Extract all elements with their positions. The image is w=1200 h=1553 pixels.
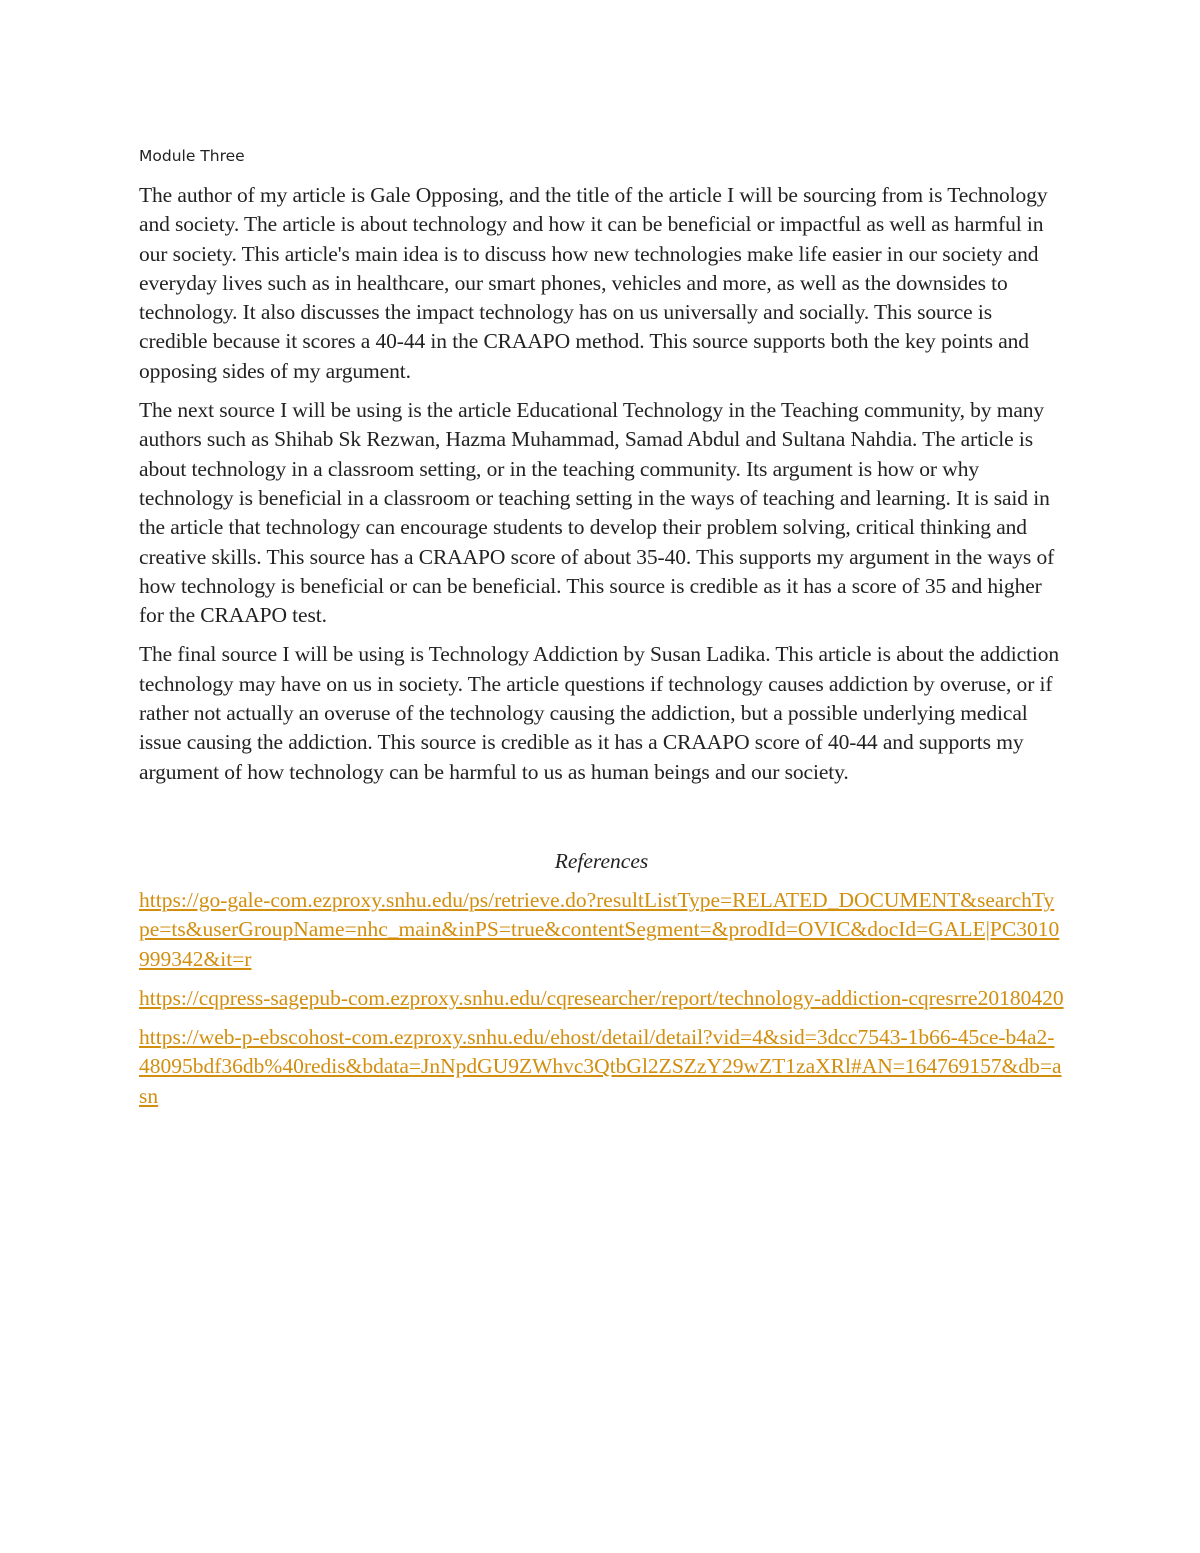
paragraph-first-source: The author of my article is Gale Opposing, and the title of the article I will be sourcing from is Technology and society. The article is about technology and how it can be beneficial or impactful as well as harmful in our society. This article's main idea is to discuss how new technologies make life easier in our society and everyday lives such as in healthcare, our smart phones, vehicles and more, as well as the downsides to technology. It also discusses the impact technology has on us universally and socially. This source is credible because it scores a 40-44 in the CRAAPO method. This source supports both the key points and opposing sides of my argument. [139, 183, 1048, 383]
reference-link-gale[interactable]: https://go-gale-com.ezproxy.snhu.edu/ps/retrieve.do?resultListType=RELATED_DOCUMENT&searchType=ts&userGroupName=nhc_main&inPS=true&contentSegment=&prodId=OVIC&docId=GALE|PC3010999342&it=r [139, 887, 1060, 971]
document-heading: Module Three [139, 147, 245, 165]
reference-link-ebscohost[interactable]: https://web-p-ebscohost-com.ezproxy.snhu.edu/ehost/detail/detail?vid=4&sid=3dcc7543-1b66-45ce-b4a2-48095bdf36db%40redis&bdata=JnNpdGU9ZWhvc3QtbGl2ZSZzY29wZT1zaXRl#AN=164769157&db=asn [139, 1025, 1062, 1108]
references-heading: References [554, 848, 649, 873]
reference-item [139, 984, 1064, 1013]
paragraph-final-source: The final source I will be using is Technology Addiction by Susan Ladika. This article is about the addiction technology may have on us in society. The article questions if technology causes addiction by overuse, or if rather not actually an overuse of the technology causing the addiction, but a possible underlying medical issue causing the addiction. This source is credible as it has a CRAAPO score of 40-44 and supports my argument of how technology can be harmful to us as human beings and our society. [139, 642, 1060, 784]
reference-item [139, 886, 1064, 974]
paragraph-second-source: The next source I will be using is the article Educational Technology in the Teaching community, by many authors such as Shihab Sk Rezwan, Hazma Muhammad, Samad Abdul and Sultana Nahdia. The article is about technology in a classroom setting, or in the teaching community. Its argument is how or why technology is beneficial in a classroom or teaching setting in the ways of teaching and learning. It is said in the article that technology can encourage students to develop their problem solving, critical thinking and creative skills. This source has a CRAAPO score of about 35-40. This supports my argument in the ways of how technology is beneficial or can be beneficial. This source is credible as it has a score of 35 and higher for the CRAAPO test. [139, 398, 1055, 628]
document-body [139, 143, 1064, 1121]
reference-item [139, 1023, 1064, 1111]
reference-link-cqpress[interactable]: https://cqpress-sagepub-com.ezproxy.snhu.edu/cqresearcher/report/technology-addiction-cqresrre20180420 [139, 985, 1064, 1010]
